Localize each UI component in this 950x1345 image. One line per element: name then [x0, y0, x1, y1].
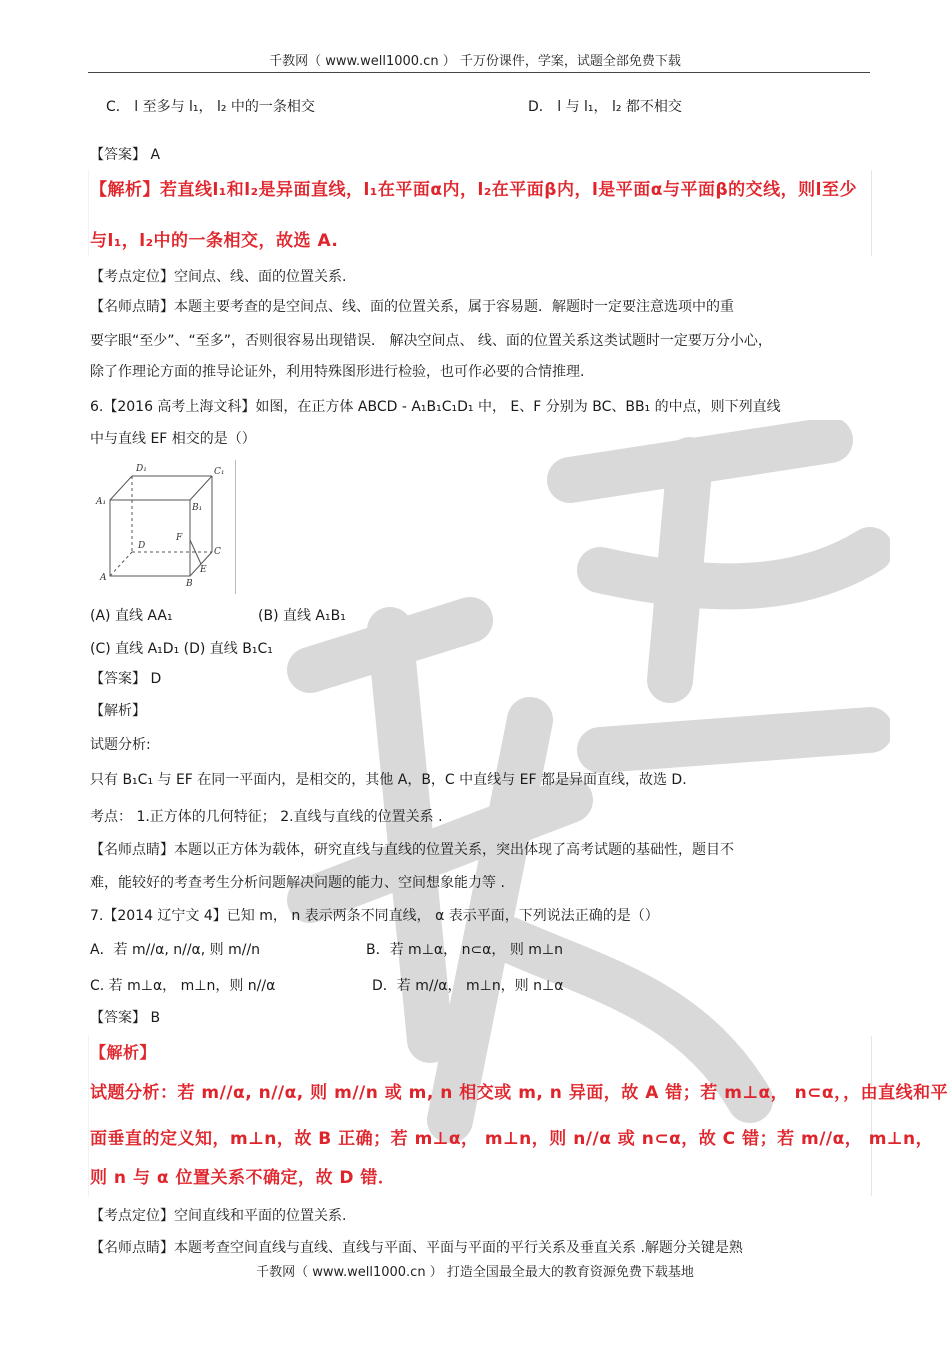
q6-stem-line2: 中与直线 EF 相交的是（） [90, 431, 256, 447]
q5-option-d: D． l 与 l₁， l₂ 都不相交 [528, 99, 682, 115]
q6-option-a: (A) 直线 AA₁ [90, 608, 173, 624]
page-footer: 千教网（ www.well1000.cn ） 打造全国最全最大的教育资源免费下载基地 [256, 1265, 694, 1280]
q6-analysis-body: 只有 B₁C₁ 与 EF 在同一平面内，是相交的，其他 A，B，C 中直线与 EF 都是异面直线，故选 D. [90, 772, 687, 788]
q6-knowledge-point: 考点： 1.正方体的几何特征； 2.直线与直线的位置关系 . [90, 809, 443, 825]
q5-tip-line2: 要字眼“至少”、“至多”，否则很容易出现错误． 解决空间点、 线、面的位置关系这类试题时一定要万分小心， [90, 333, 772, 349]
label-c1: C₁ [214, 467, 225, 477]
q5-analysis-line2: 与l₁，l₂中的一条相交，故选 A. [90, 231, 339, 251]
q7-option-d: D．若 m//α， m⊥n，则 n⊥α [372, 978, 564, 994]
q5-tip-line1: 【名师点睛】本题主要考查的是空间点、线、面的位置关系，属于容易题．解题时一定要注意选项中的重 [90, 299, 734, 315]
q7-analysis-line3: 则 n 与 α 位置关系不确定，故 D 错． [90, 1168, 396, 1188]
q7-option-b: B．若 m⊥α， n⊂α， 则 m⊥n [366, 942, 564, 958]
figure-border [235, 460, 236, 594]
label-d: D [138, 541, 146, 551]
header-rule [88, 72, 870, 73]
cube-diagram [90, 460, 236, 594]
q7-analysis-line2: 面垂直的定义知，m⊥n，故 B 正确；若 m⊥α， m⊥n，则 n//α 或 n⊂α，故 C 错；若 m//α， m⊥n， [90, 1129, 934, 1149]
q7-option-c: C. 若 m⊥α， m⊥n，则 n//α [90, 978, 276, 994]
label-a: A [100, 573, 107, 583]
q7-option-a: A．若 m//α, n//α, 则 m//n [90, 942, 261, 958]
label-e: E [200, 565, 207, 575]
q5-option-c: C． l 至多与 l₁， l₂ 中的一条相交 [106, 99, 315, 115]
q5-tip-line3: 除了作理论方面的推导论证外，利用特殊图形进行检验，也可作必要的合情推理. [90, 364, 585, 380]
q6-analysis-heading: 【解析】 [90, 703, 146, 719]
label-c: C [214, 547, 221, 557]
q6-stem-line1: 6.【2016 高考上海文科】如图，在正方体 ABCD - A₁B₁C₁D₁ 中， E、F 分别为 BC、BB₁ 的中点，则下列直线 [90, 399, 781, 415]
q6-option-cd: (C) 直线 A₁D₁ (D) 直线 B₁C₁ [90, 641, 273, 657]
q6-analysis-title: 试题分析: [90, 737, 151, 753]
q7-analysis-line1: 试题分析：若 m//α, n//α, 则 m//n 或 m, n 相交或 m, n 异面，故 A 错；若 m⊥α， n⊂α，，由直线和平 [90, 1083, 949, 1103]
label-b: B [186, 579, 193, 589]
q5-knowledge-point: 【考点定位】空间点、线、面的位置关系. [90, 269, 347, 285]
q6-option-b: (B) 直线 A₁B₁ [258, 608, 346, 624]
q6-tip-line2: 难，能较好的考查考生分析问题解决问题的能力、空间想象能力等 . [90, 875, 505, 891]
label-b1: B₁ [192, 503, 203, 513]
q6-answer: 【答案】 D [90, 671, 162, 687]
q7-knowledge-point: 【考点定位】空间直线和平面的位置关系. [90, 1208, 347, 1224]
q5-answer: 【答案】 A [90, 147, 161, 163]
label-a1: A₁ [96, 497, 107, 507]
q7-analysis-tag: 【解析】 [90, 1043, 157, 1062]
q7-answer: 【答案】 B [90, 1010, 161, 1026]
label-d1: D₁ [136, 464, 147, 474]
q7-tip-line1: 【名师点睛】本题考查空间直线与直线、直线与平面、平面与平面的平行关系及垂直关系 .解题分关键是熟 [90, 1240, 743, 1256]
q7-stem: 7.【2014 辽宁文 4】已知 m， n 表示两条不同直线， α 表示平面，下列说法正确的是（） [90, 908, 659, 924]
page-header: 千教网（ www.well1000.cn ） 千万份课件，学案，试题全部免费下载 [269, 54, 681, 69]
cube-figure [90, 460, 236, 594]
q6-tip-line1: 【名师点睛】本题以正方体为载体，研究直线与直线的位置关系，突出体现了高考试题的基础性，题目不 [90, 842, 734, 858]
q5-analysis-line1: 【解析】若直线l₁和l₂是异面直线，l₁在平面α内，l₂在平面β内，l是平面α与平面β的交线，则l至少 [90, 180, 857, 200]
label-f: F [176, 533, 183, 543]
